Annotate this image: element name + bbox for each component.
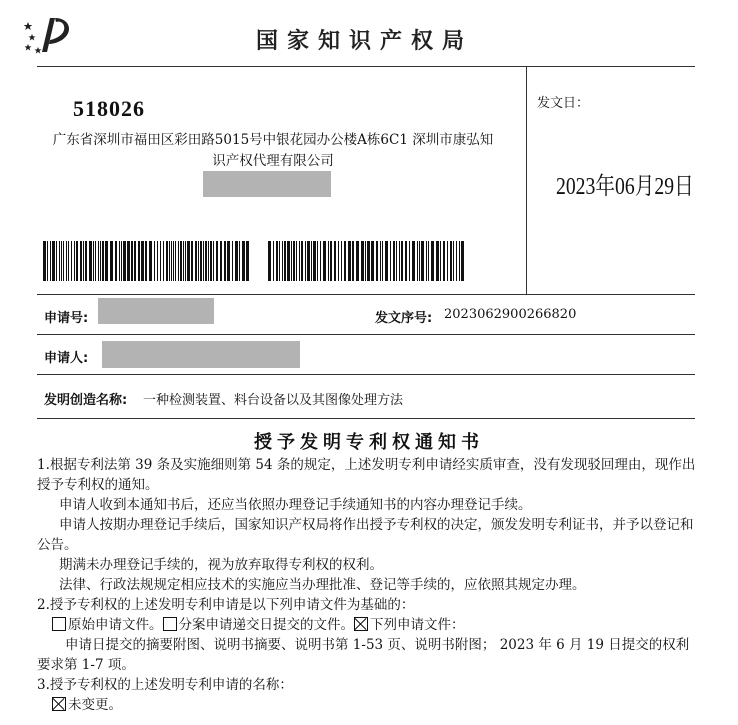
notice-paragraph: 期满未办理登记手续的，视为放弃取得专利权的权利。 bbox=[59, 557, 383, 573]
redacted-application-number bbox=[98, 298, 214, 324]
following-docs-checkbox[interactable] bbox=[354, 617, 368, 631]
row-divider bbox=[37, 334, 695, 335]
header-vertical-divider bbox=[526, 66, 527, 294]
divisional-docs-checkbox[interactable] bbox=[163, 617, 177, 631]
notice-paragraph: 3.授予专利权的上述发明专利申请的名称： bbox=[37, 677, 293, 693]
notice-title: 授予发明专利权通知书 bbox=[254, 432, 484, 453]
row-divider bbox=[37, 418, 695, 419]
notice-paragraph: 2.授予专利权的上述发明专利申请是以下列申请文件为基础的： bbox=[37, 597, 415, 613]
barcode-left bbox=[43, 241, 253, 281]
original-docs-label: 原始申请文件。 bbox=[68, 617, 163, 633]
redacted-recipient-name bbox=[203, 171, 331, 197]
top-divider bbox=[37, 66, 695, 67]
original-docs-checkbox[interactable] bbox=[52, 617, 66, 631]
barcode-right bbox=[268, 241, 468, 281]
redacted-applicant bbox=[102, 341, 300, 368]
notice-paragraph: 申请人收到本通知书后，还应当依照办理登记手续通知书的内容办理登记手续。 bbox=[59, 497, 532, 513]
notice-paragraph: 法律、行政法规规定相应技术的实施应当办理批准、登记等手续的，应依照其规定办理。 bbox=[59, 577, 586, 593]
agency-name: 国家知识产权局 bbox=[256, 29, 474, 54]
notice-paragraph: 1.根据专利法第 39 条及实施细则第 54 条的规定，上述发明专利申请经实质审查，没有发现驳回理由，现作出授予专利权的通知。 bbox=[37, 457, 696, 493]
notice-paragraph: 申请人按期办理登记手续后，国家知识产权局将作出授予专利权的决定，颁发发明专利证书，并予以登记和公告。 bbox=[37, 517, 694, 553]
serial-number-label: 发文序号: bbox=[375, 311, 433, 326]
unchanged-checkbox[interactable] bbox=[52, 697, 66, 711]
cnipa-logo-icon bbox=[22, 14, 74, 54]
documents-detail: 申请日提交的摘要附图、说明书摘要、说明书第 1-53 页、说明书附图； 2023 年 6 月 19 日提交的权利要求第 1-7 项。 bbox=[37, 637, 690, 673]
recipient-address: 广东省深圳市福田区彩田路5015号中银花园办公楼A栋6C1 深圳市康弘知识产权代理有限公司 bbox=[52, 132, 494, 169]
following-docs-label: 下列申请文件： bbox=[370, 617, 465, 633]
invention-title-label: 发明创造名称: bbox=[44, 393, 128, 408]
header-bottom-divider bbox=[37, 294, 695, 295]
application-number-label: 申请号: bbox=[44, 311, 89, 326]
divisional-docs-label: 分案申请递交日提交的文件。 bbox=[178, 617, 354, 633]
serial-number: 2023062900266820 bbox=[444, 307, 577, 322]
notice-body bbox=[37, 455, 701, 715]
row-divider bbox=[37, 374, 695, 375]
title-change-options bbox=[37, 695, 701, 715]
postcode: 518026 bbox=[73, 96, 145, 121]
applicant-label: 申请人: bbox=[44, 351, 89, 366]
issue-date-label: 发文日： bbox=[537, 96, 590, 111]
invention-title: 一种检测装置、料台设备以及其图像处理方法 bbox=[143, 393, 404, 408]
unchanged-label: 未变更。 bbox=[68, 697, 122, 713]
document-basis-options bbox=[37, 615, 701, 635]
issue-date: 2023年06月29日 bbox=[556, 174, 694, 200]
